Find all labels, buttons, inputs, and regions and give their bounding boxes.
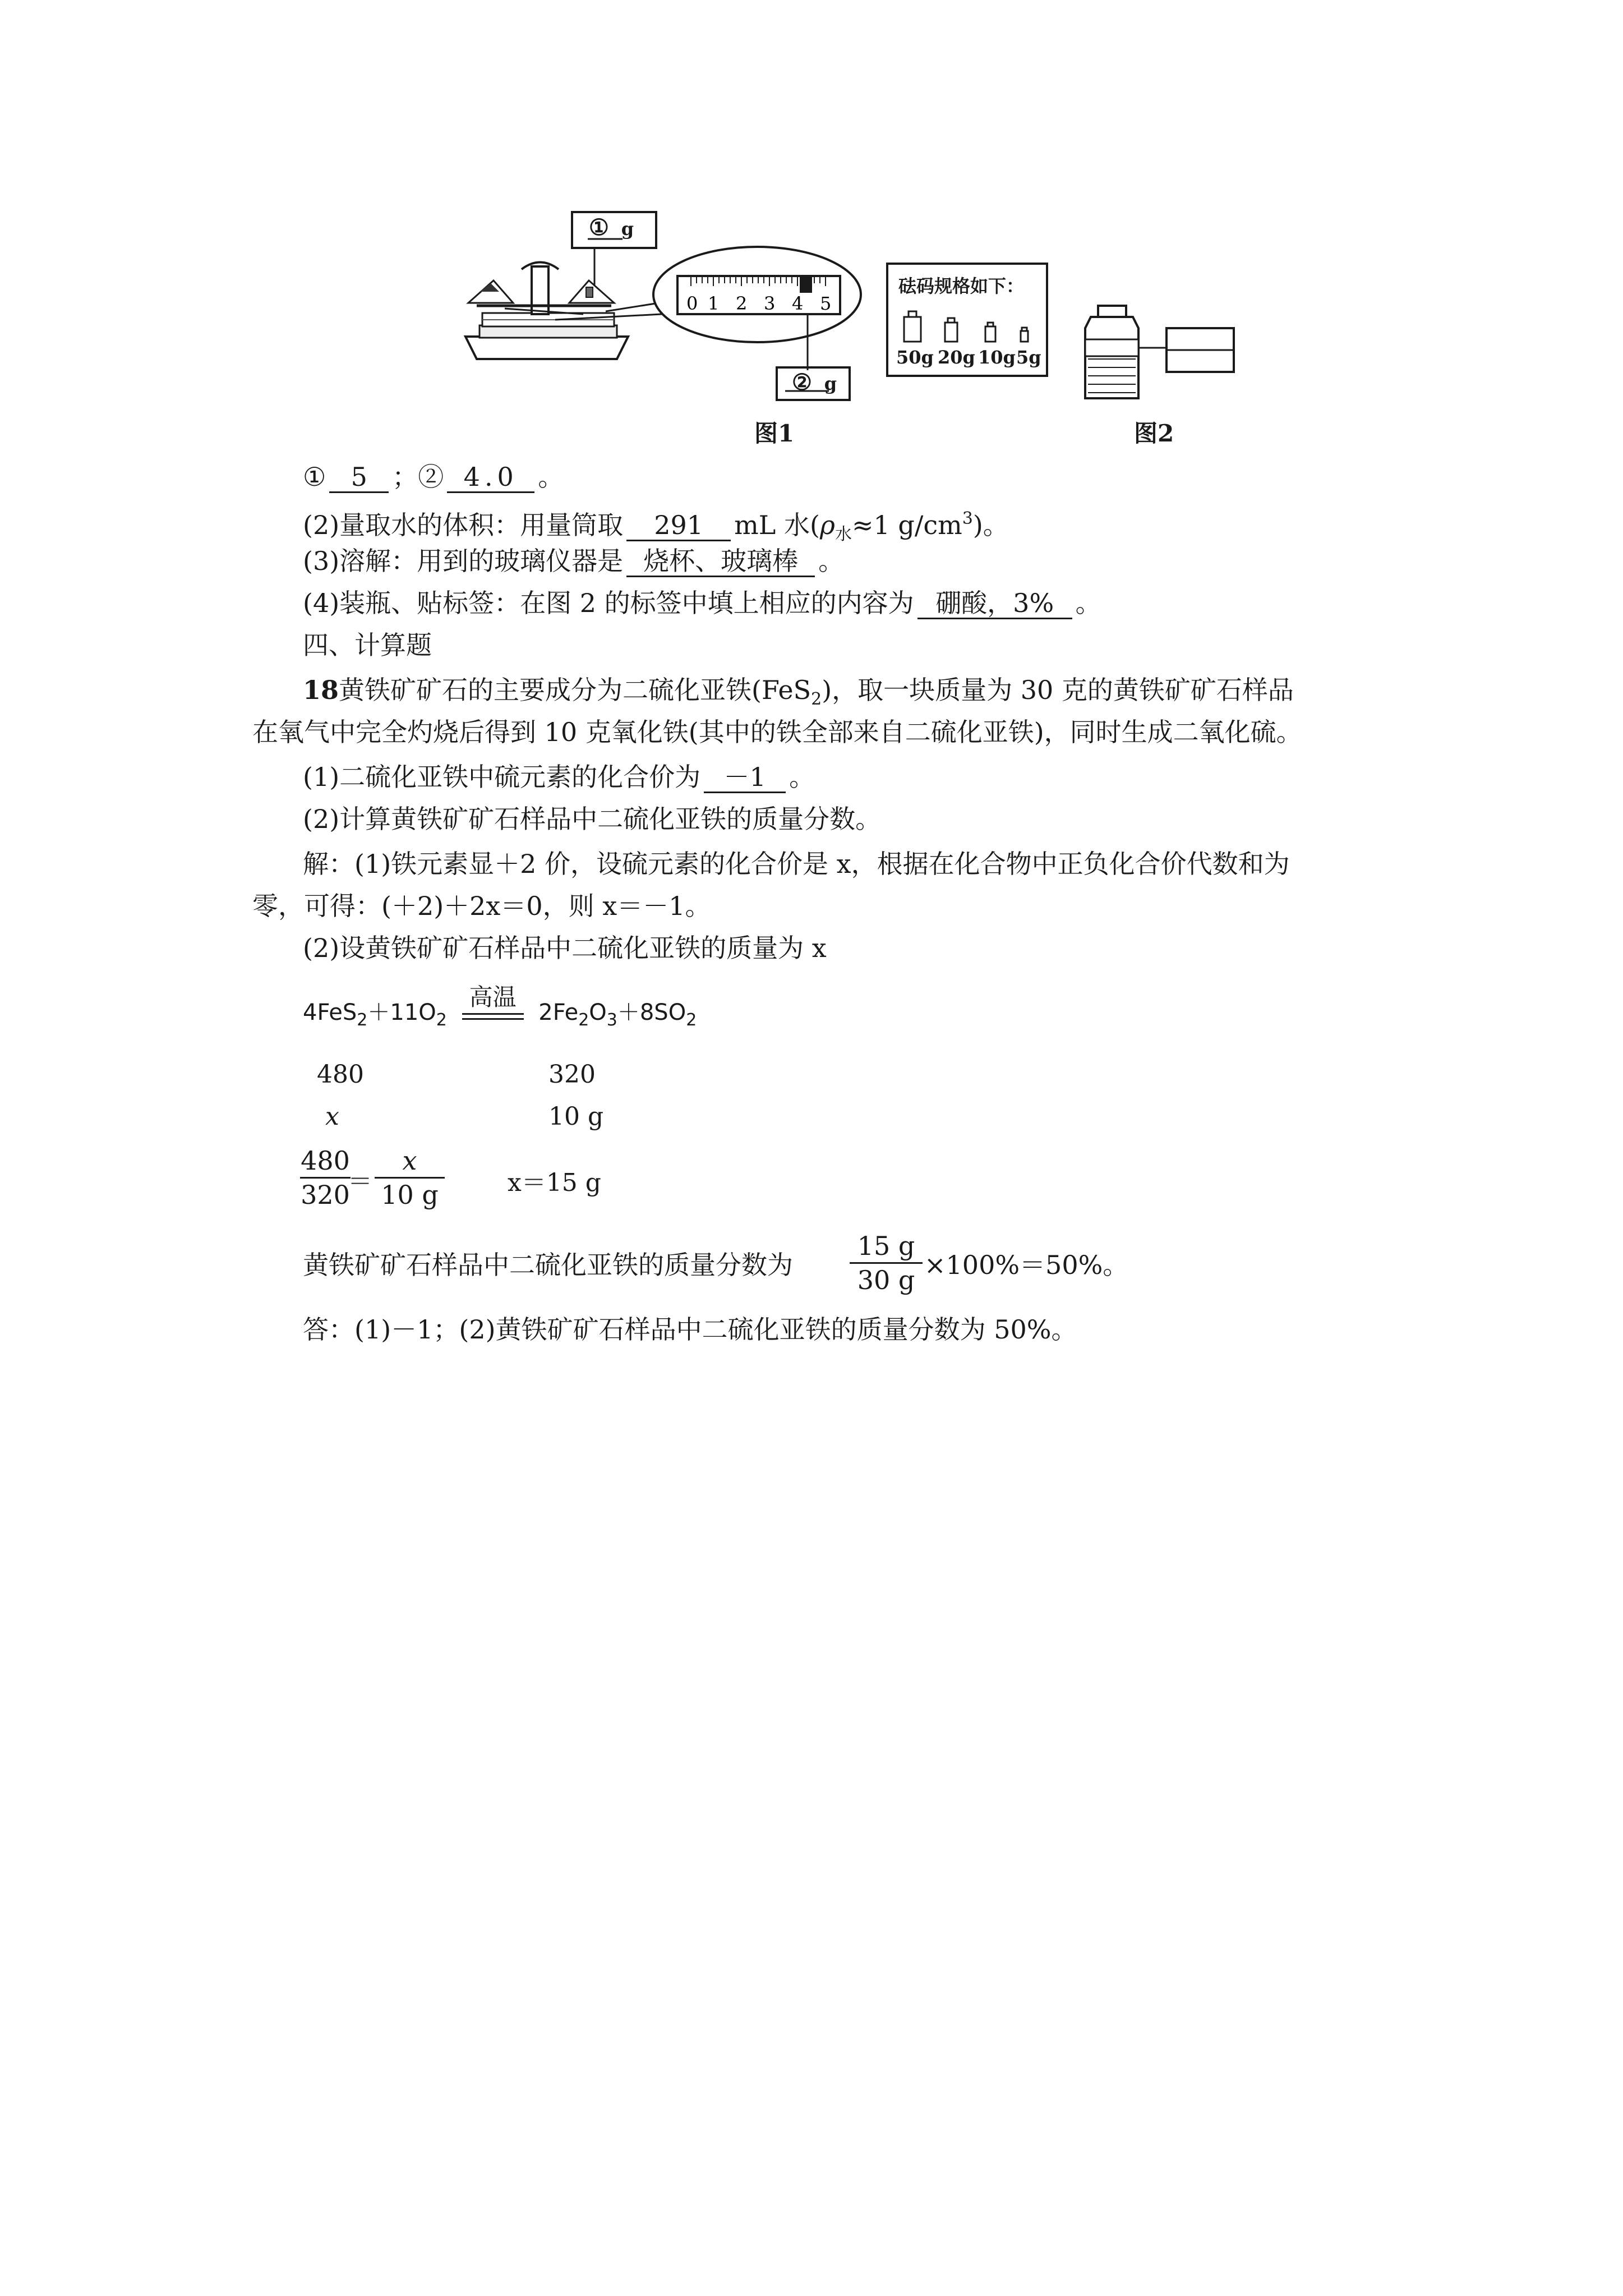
ruler-tick-4: 4: [792, 293, 804, 314]
ruler-tick-5: 5: [820, 293, 832, 314]
ans1-blank: 5: [329, 462, 389, 493]
ruler-tick-0: 0: [686, 293, 698, 314]
q18-line2: 在氧气中完全灼烧后得到 10 克氧化铁(其中的铁全部来自二硫化亚铁)，同时生成二氧化硫。: [252, 717, 1302, 747]
pct-den: 30 g: [850, 1262, 923, 1296]
weight-label-50g: 50g: [896, 347, 934, 368]
eq-right-o: O: [589, 1000, 607, 1025]
ans2-blank: 4.0: [447, 462, 534, 493]
fraction-x-10g: [375, 1144, 445, 1211]
fraction-15-30: [850, 1230, 923, 1296]
eq-right-sub2: 3: [606, 1010, 617, 1030]
chem-equation: [303, 983, 697, 1037]
q3-line: [303, 544, 844, 578]
ans1-prefix: ①: [303, 462, 326, 492]
eq-plus-sub: 2: [436, 1010, 447, 1030]
q2-blank: 291: [626, 510, 731, 541]
q3-prefix: (3)溶解：用到的玻璃仪器是: [303, 546, 624, 576]
ruler-tick-2: 2: [736, 293, 748, 314]
eq-left: 4FeS: [303, 1000, 357, 1025]
weight-label-5g: 5g: [1016, 347, 1041, 368]
frac1-den: 320: [300, 1177, 351, 1211]
q4-end: 。: [1075, 588, 1101, 618]
pct-line: [303, 1248, 793, 1282]
eq-right-sub1: 2: [578, 1010, 589, 1030]
mass-480: 480: [317, 1060, 364, 1089]
q18-part2: (2)计算黄铁矿矿石样品中二硫化亚铁的质量分数。: [303, 804, 882, 834]
frac1-num: 480: [301, 1145, 350, 1176]
box1-unit: g: [621, 218, 634, 240]
q4-blank: 硼酸，3%: [917, 588, 1072, 619]
q18-text1-sub: 2: [811, 689, 822, 709]
solution-line1: 解：(1)铁元素显＋2 价，设硫元素的化合价是 x，根据在化合物中正负化合价代数和为: [303, 849, 1290, 879]
section-heading: 四、计算题: [303, 630, 432, 660]
ruler-tick-1: 1: [708, 293, 720, 314]
q2-rho-sub: 水: [834, 524, 852, 544]
box1-mark: ①: [589, 214, 609, 241]
weights-title: 砝码规格如下：: [898, 275, 1025, 297]
ans-end: 。: [538, 462, 564, 492]
eq-plus: ＋11O: [367, 1000, 436, 1025]
q3-end: 。: [818, 546, 845, 576]
q2-mid: mL 水(: [734, 510, 820, 540]
equals-sign: ＝: [348, 1167, 372, 1196]
box2-label: [792, 369, 837, 395]
fig2-caption: 图2: [1134, 420, 1174, 447]
frac2-num: x: [402, 1145, 417, 1176]
eq-condition: [462, 983, 524, 1020]
var-x: x: [325, 1102, 339, 1131]
eq-cond-text: 高温: [469, 983, 517, 1011]
eq-right2-sub: 2: [686, 1010, 697, 1030]
fig-answers-line: [303, 460, 564, 494]
q18-line1: [303, 673, 1294, 716]
pct-num: 15 g: [857, 1231, 915, 1261]
mass-320: 320: [548, 1060, 596, 1089]
weight-label-20g: 20g: [938, 347, 975, 368]
ans-sep: ；②: [392, 462, 444, 492]
q18-p1-end: 。: [789, 762, 815, 792]
pct-prefix: 黄铁矿矿石样品中二硫化亚铁的质量分数为: [303, 1250, 793, 1280]
balance-base: [465, 337, 628, 359]
q2-prefix: (2)量取水的体积：用量筒取: [303, 510, 624, 540]
eq-right: 2Fe: [538, 1000, 579, 1025]
box2-mark: ②: [792, 369, 812, 395]
rider-marker: [800, 277, 812, 293]
q18-text1: 黄铁矿矿石的主要成分为二硫化亚铁(FeS: [339, 675, 811, 705]
fraction-480-320: [300, 1144, 351, 1211]
q18-p1-blank: －1: [704, 762, 786, 793]
q18-number: 18: [303, 675, 339, 705]
fig1-caption: 图1: [754, 420, 795, 447]
q3-blank: 烧杯、玻璃棒: [626, 546, 815, 577]
solution-line2: 零，可得：(＋2)＋2x＝0，则 x＝－1。: [252, 891, 711, 921]
final-answer: 答：(1)－1；(2)黄铁矿矿石样品中二硫化亚铁的质量分数为 50%。: [303, 1314, 1077, 1345]
q18-p1-prefix: (1)二硫化亚铁中硫元素的化合价为: [303, 762, 701, 792]
q18-part1: [303, 760, 815, 794]
eq-left-sub: 2: [357, 1010, 368, 1030]
ruler-tick-3: 3: [764, 293, 776, 314]
var-10g: 10 g: [548, 1102, 604, 1131]
q4-line: [303, 586, 1101, 620]
result-x: x＝15 g: [508, 1168, 601, 1197]
q4-prefix: (4)装瓶、贴标签：在图 2 的标签中填上相应的内容为: [303, 588, 914, 618]
q2-sup: 3: [962, 509, 973, 528]
q2-end: )。: [972, 510, 1009, 540]
q2-rho: ρ: [819, 510, 835, 540]
box2-unit: g: [824, 373, 837, 394]
frac2-den: 10 g: [375, 1177, 445, 1211]
eq-right2: ＋8SO: [617, 1000, 686, 1025]
q18-text1-end: )，取一块质量为 30 克的黄铁矿矿石样品: [822, 675, 1294, 705]
pct-end: ×100%＝50%。: [924, 1250, 1129, 1280]
solution-line3: (2)设黄铁矿矿石样品中二硫化亚铁的质量为 x: [303, 933, 827, 963]
weight-label-10g: 10g: [978, 347, 1016, 368]
q2-after: ≈1 g/cm: [851, 510, 962, 540]
figure-area: [0, 0, 1623, 449]
box1-label: [589, 214, 634, 241]
